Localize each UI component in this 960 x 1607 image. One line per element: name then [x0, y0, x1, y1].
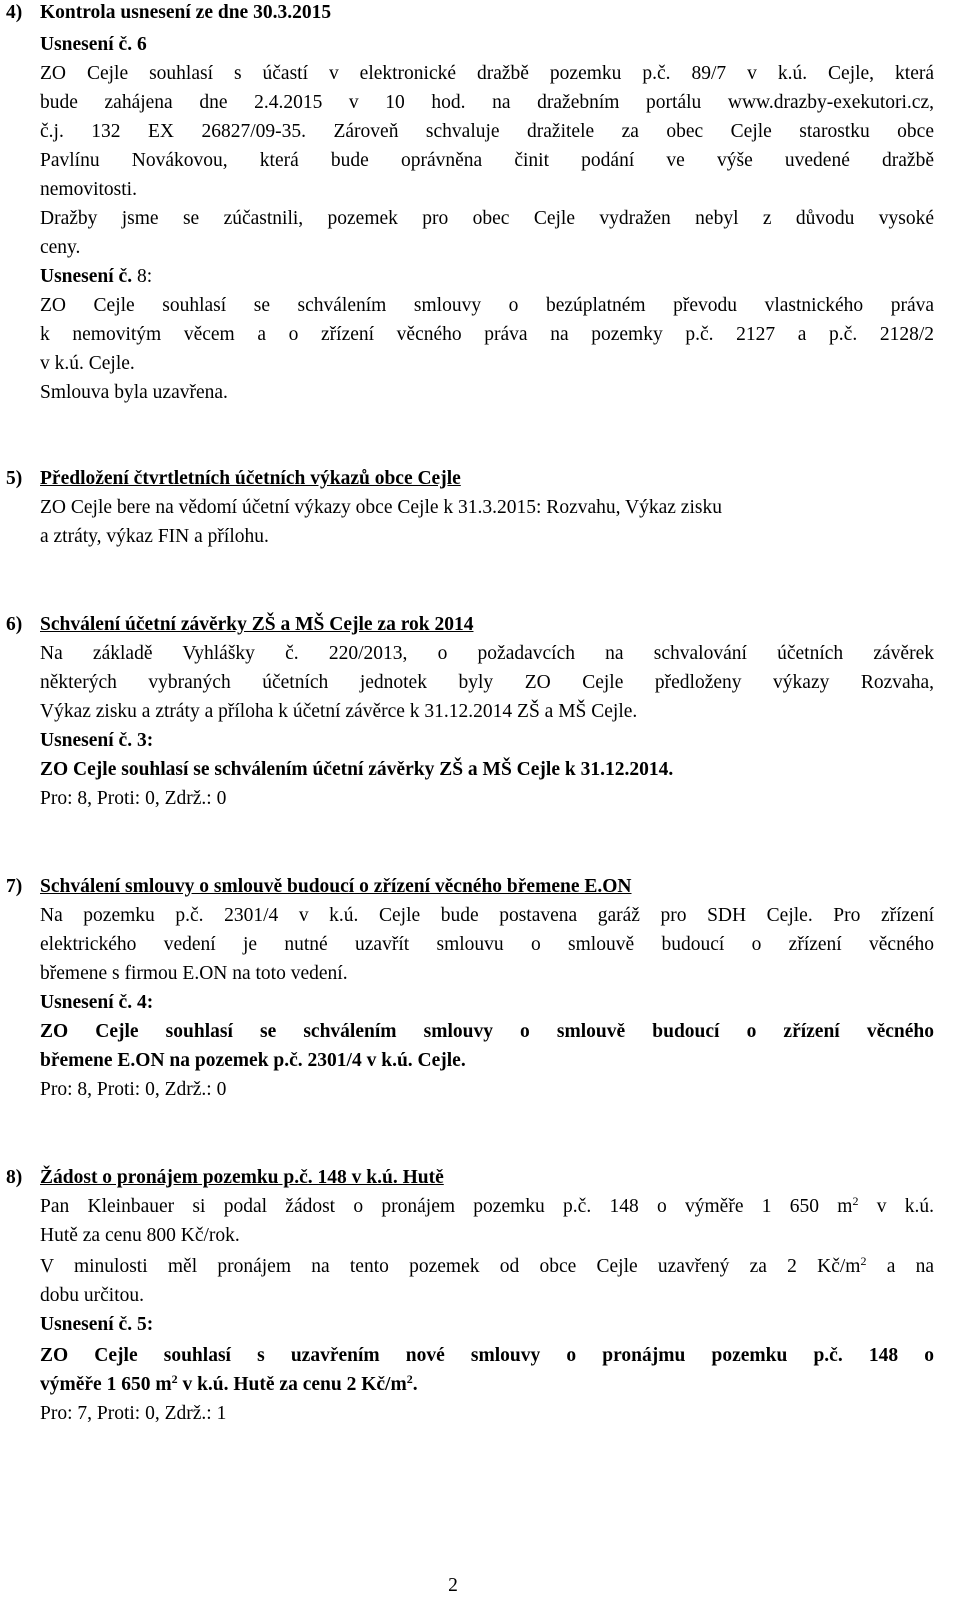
text-line: Na základě Vyhlášky č. 220/2013, o požadavcích na schvalování účetních závěrek [40, 643, 934, 664]
vote-result: Pro: 7, Proti: 0, Zdrž.: 1 [40, 1403, 227, 1424]
text-line: některých vybraných účetních jednotek byly ZO Cejle předloženy výkazy Rozvaha, [40, 672, 934, 693]
section-title: Schválení smlouvy o smlouvě budoucí o zřízení věcného břemene E.ON [40, 876, 632, 897]
text-line: a ztráty, výkaz FIN a přílohu. [40, 526, 269, 547]
text-line: V minulosti měl pronájem na tento pozemek od obce Cejle uzavřený za 2 $Kč/m^2$ a na [40, 1254, 935, 1277]
resolution-4-text: ZO Cejle souhlasí se schválením smlouvy o smlouvě budoucí o zřízení věcného [40, 1021, 934, 1042]
text-line: k nemovitým věcem a o zřízení věcného práva na pozemky p.č. 2127 a p.č. 2128/2 [40, 324, 934, 345]
text-line: břemene s firmou E.ON na toto vedení. [40, 963, 348, 984]
vote-result: Pro: 8, Proti: 0, Zdrž.: 0 [40, 1079, 227, 1100]
section-8-heading [6, 1167, 900, 1189]
resolution-8-label: Usnesení č. 8: [40, 266, 153, 287]
section-5-heading [6, 468, 900, 490]
resolution-4-text: břemene E.ON na pozemek p.č. 2301/4 v k.ú. Cejle. [40, 1050, 466, 1071]
page-number: 2 [448, 1575, 458, 1596]
resolution-6-label: Usnesení č. 6 [40, 34, 147, 55]
resolution-5-text: ZO Cejle souhlasí s uzavřením nové smlouvy o pronájmu pozemku p.č. 148 o [40, 1345, 934, 1366]
section-number: 7) [6, 876, 23, 897]
section-title: Schválení účetní závěrky ZŠ a MŠ Cejle za rok 2014 [40, 614, 474, 635]
section-number: 8) [6, 1167, 23, 1188]
resolution-5-text: výměře 1 650 $m^2$ v k.ú. Hutě za cenu 2 $Kč/m^2$. [40, 1372, 418, 1395]
section-title: Předložení čtvrtletních účetních výkazů obce Cejle [40, 468, 461, 489]
text-line: Na pozemku p.č. 2301/4 v k.ú. Cejle bude postavena garáž pro SDH Cejle. Pro zřízení [40, 905, 934, 926]
section-4-heading [6, 2, 900, 24]
section-6-heading [6, 614, 900, 636]
text-line: Hutě za cenu 800 Kč/rok. [40, 1225, 240, 1246]
resolution-3-text: ZO Cejle souhlasí se schválením účetní závěrky ZŠ a MŠ Cejle k 31.12.2014. [40, 759, 674, 780]
text-line: ceny. [40, 237, 81, 258]
text-line: Pan Kleinbauer si podal žádost o pronájem pozemku p.č. 148 o výměře 1 650 $m^2$ v k.ú. [40, 1194, 935, 1217]
resolution-5-label: Usnesení č. 5: [40, 1314, 154, 1335]
text-line: Výkaz zisku a ztráty a příloha k účetní závěrce k 31.12.2014 ZŠ a MŠ Cejle. [40, 701, 638, 722]
section-title: Žádost o pronájem pozemku p.č. 148 v k.ú. Hutě [40, 1167, 444, 1188]
section-title: Kontrola usnesení ze dne 30.3.2015 [40, 2, 332, 23]
text-line: ZO Cejle bere na vědomí účetní výkazy obce Cejle k 31.3.2015: Rozvahu, Výkaz zisku [40, 497, 722, 518]
text-line: bude zahájena dne 2.4.2015 v 10 hod. na dražebním portálu www.drazby-exekutori.cz, [40, 92, 934, 113]
text-line: v k.ú. Cejle. [40, 353, 135, 374]
text-line: dobu určitou. [40, 1285, 144, 1306]
text-line: Smlouva byla uzavřena. [40, 382, 228, 403]
section-number: 5) [6, 468, 23, 489]
text-line: nemovitosti. [40, 179, 137, 200]
section-7-heading [6, 876, 900, 898]
text-line: ZO Cejle souhlasí s účastí v elektronické dražbě pozemku p.č. 89/7 v k.ú. Cejle, která [40, 63, 934, 84]
resolution-3-label: Usnesení č. 3: [40, 730, 154, 751]
text-line: č.j. 132 EX 26827/09-35. Zároveň schvaluje dražitele za obec Cejle starostku obce [40, 121, 934, 142]
text-line: Pavlínu Novákovou, která bude oprávněna činit podání ve výše uvedené dražbě [40, 150, 934, 171]
resolution-4-label: Usnesení č. 4: [40, 992, 154, 1013]
text-line: elektrického vedení je nutné uzavřít smlouvu o smlouvě budoucí o zřízení věcného [40, 934, 934, 955]
section-number: 4) [6, 2, 23, 23]
section-number: 6) [6, 614, 23, 635]
text-line: ZO Cejle souhlasí se schválením smlouvy o bezúplatném převodu vlastnického práva [40, 295, 934, 316]
text-line: Dražby jsme se zúčastnili, pozemek pro obec Cejle vydražen nebyl z důvodu vysoké [40, 208, 934, 229]
vote-result: Pro: 8, Proti: 0, Zdrž.: 0 [40, 788, 227, 809]
